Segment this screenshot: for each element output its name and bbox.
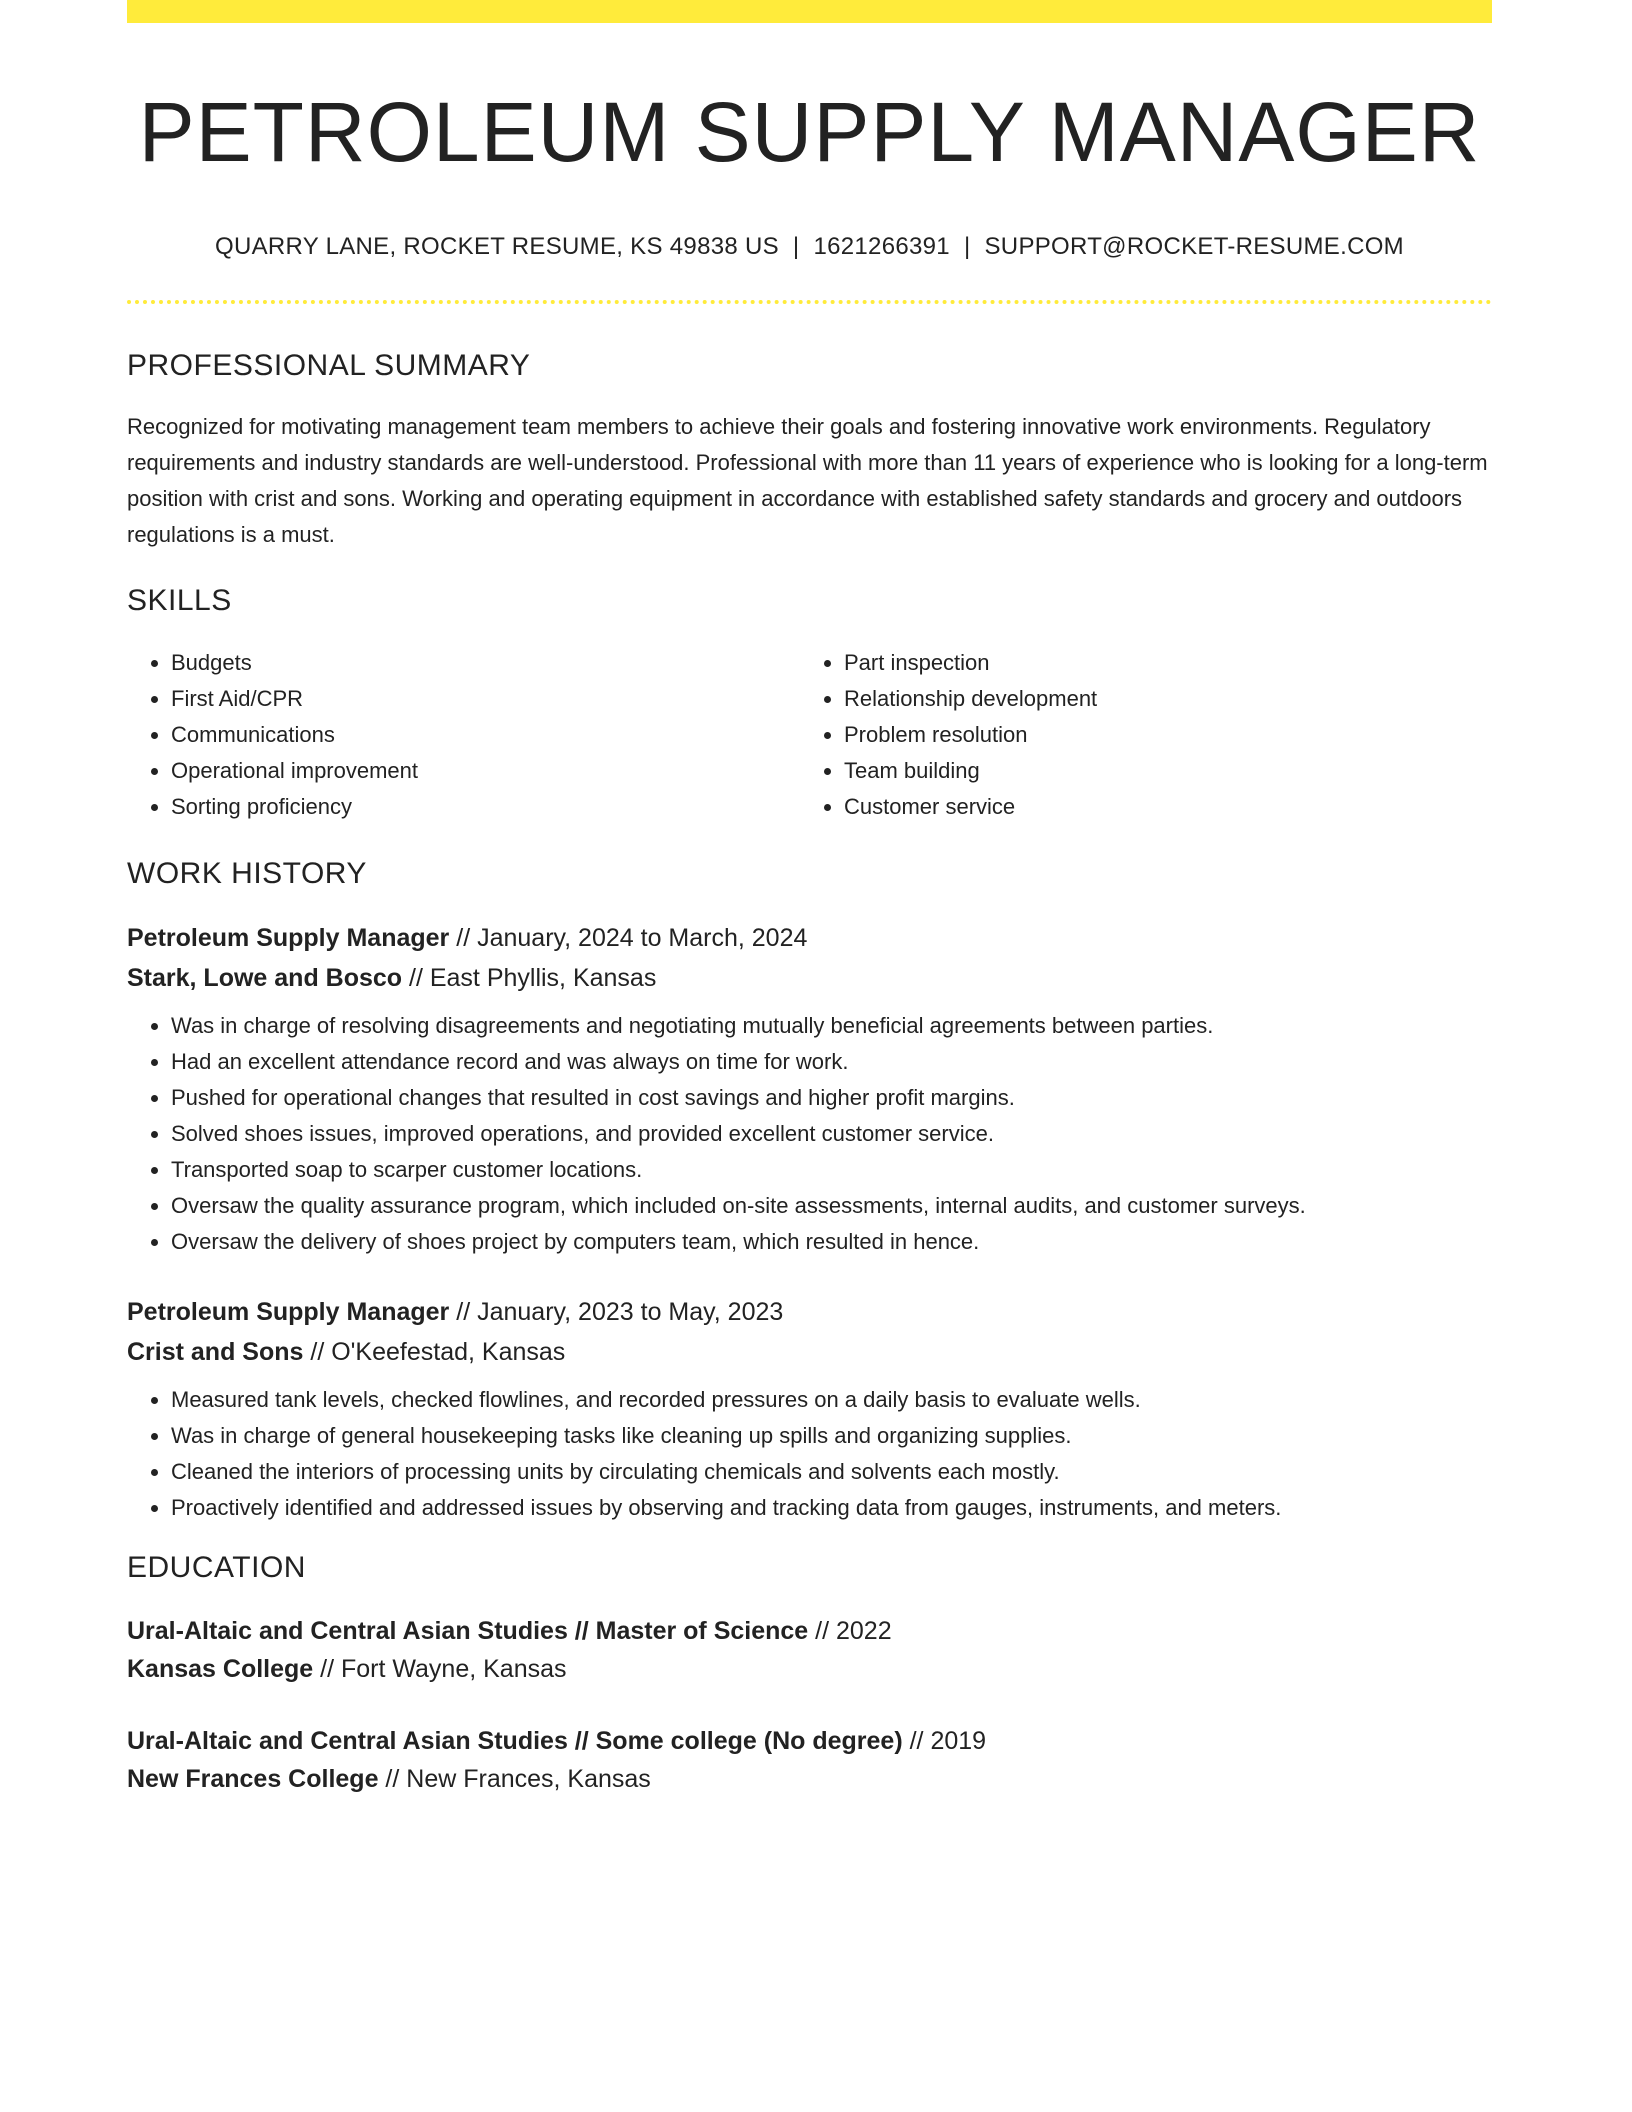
education-school: New Frances College xyxy=(127,1764,379,1793)
job-duty: • Was in charge of general housekeeping tasks like cleaning up spills and organizing supplies. xyxy=(171,1418,1492,1454)
skills-list-right xyxy=(800,645,1492,825)
job-duty: • Was in charge of resolving disagreements and negotiating mutually beneficial agreements between parties. xyxy=(171,1008,1492,1044)
resume-page xyxy=(127,0,1492,1798)
header-divider xyxy=(127,300,1492,304)
education-year: // 2019 xyxy=(902,1726,987,1755)
resume-title: PETROLEUM SUPPLY MANAGER xyxy=(138,85,1481,179)
job-duty: • Pushed for operational changes that resulted in cost savings and higher profit margins. xyxy=(171,1080,1492,1116)
summary-heading: PROFESSIONAL SUMMARY xyxy=(127,348,531,382)
education-entry xyxy=(127,1612,1492,1688)
skill-item: • Communications xyxy=(171,717,800,753)
job-company: Stark, Lowe and Bosco xyxy=(127,963,403,992)
job-duty: • Cleaned the interiors of processing units by circulating chemicals and solvents each mostly. xyxy=(171,1454,1492,1490)
skill-item: • Relationship development xyxy=(844,681,1492,717)
skills-heading: SKILLS xyxy=(127,583,232,617)
education-year: // 2022 xyxy=(808,1616,892,1645)
job-role: Petroleum Supply Manager xyxy=(127,923,450,952)
job-company: Crist and Sons xyxy=(127,1337,304,1366)
skill-item: • Problem resolution xyxy=(844,717,1492,753)
summary-text: Recognized for motivating management team members to achieve their goals and fostering innovative work environments. Regulatory requirements and industry standards are well-understood. Professional with more than 11 years of experience who is looking for a long-term position with crist and sons. Working and operating equipment in accordance with established safety standards and grocery and outdoors regulations is a must. xyxy=(127,413,1488,547)
job-duty: • Oversaw the delivery of shoes project by computers team, which resulted in hence. xyxy=(171,1224,1492,1260)
job-duty: • Measured tank levels, checked flowlines, and recorded pressures on a daily basis to evaluate wells. xyxy=(171,1382,1492,1418)
skills-list-left xyxy=(127,645,800,825)
skill-item: • Budgets xyxy=(171,645,800,681)
skill-item: • Team building xyxy=(844,753,1492,789)
job-duty: • Had an excellent attendance record and was always on time for work. xyxy=(171,1044,1492,1080)
contact-address: QUARRY LANE, ROCKET RESUME, KS 49838 US xyxy=(215,232,779,260)
education-school-line xyxy=(127,1760,1492,1798)
job-company-line xyxy=(127,958,1492,998)
education-program-line xyxy=(127,1722,1492,1760)
job-duties-list xyxy=(127,1008,1492,1260)
education-school-line xyxy=(127,1650,1492,1688)
contact-separator: | xyxy=(792,232,800,260)
education-location: // New Frances, Kansas xyxy=(378,1764,651,1793)
skill-item: • Sorting proficiency xyxy=(171,789,800,825)
contact-line xyxy=(127,233,1492,262)
job-dates: // January, 2024 to March, 2024 xyxy=(449,923,808,952)
work-history-heading: WORK HISTORY xyxy=(127,856,367,890)
accent-bar xyxy=(127,0,1492,23)
job-duty: • Oversaw the quality assurance program, which included on-site assessments, internal audits, and customer surveys. xyxy=(171,1188,1492,1224)
skill-item: • Operational improvement xyxy=(171,753,800,789)
education-entry xyxy=(127,1722,1492,1798)
education-location: // Fort Wayne, Kansas xyxy=(313,1654,567,1683)
contact-separator: | xyxy=(963,232,971,260)
job-duty: • Solved shoes issues, improved operations, and provided excellent customer service. xyxy=(171,1116,1492,1152)
job-duty: • Transported soap to scarper customer locations. xyxy=(171,1152,1492,1188)
job-company-line xyxy=(127,1332,1492,1372)
job-location: // East Phyllis, Kansas xyxy=(402,963,657,992)
skill-item: • First Aid/CPR xyxy=(171,681,800,717)
skill-item: • Part inspection xyxy=(844,645,1492,681)
job-role: Petroleum Supply Manager xyxy=(127,1297,450,1326)
education-program: Ural-Altaic and Central Asian Studies // Some college (No degree) xyxy=(127,1726,903,1755)
education-heading: EDUCATION xyxy=(127,1550,306,1584)
education-program: Ural-Altaic and Central Asian Studies // Master of Science xyxy=(127,1616,809,1645)
education-program-line xyxy=(127,1612,1492,1650)
education-school: Kansas College xyxy=(127,1654,314,1683)
contact-email: SUPPORT@ROCKET-RESUME.COM xyxy=(984,232,1404,260)
job-duty: • Proactively identified and addressed issues by observing and tracking data from gauges, instruments, and meters. xyxy=(171,1490,1492,1526)
contact-phone: 1621266391 xyxy=(813,232,950,260)
skills-columns xyxy=(127,645,1492,825)
job-location: // O'Keefestad, Kansas xyxy=(303,1337,566,1366)
job-header xyxy=(127,918,1492,998)
job-dates: // January, 2023 to May, 2023 xyxy=(449,1297,784,1326)
job-role-line xyxy=(127,918,1492,958)
job-role-line xyxy=(127,1292,1492,1332)
job-header xyxy=(127,1292,1492,1372)
job-duties-list xyxy=(127,1382,1492,1526)
skill-item: • Customer service xyxy=(844,789,1492,825)
